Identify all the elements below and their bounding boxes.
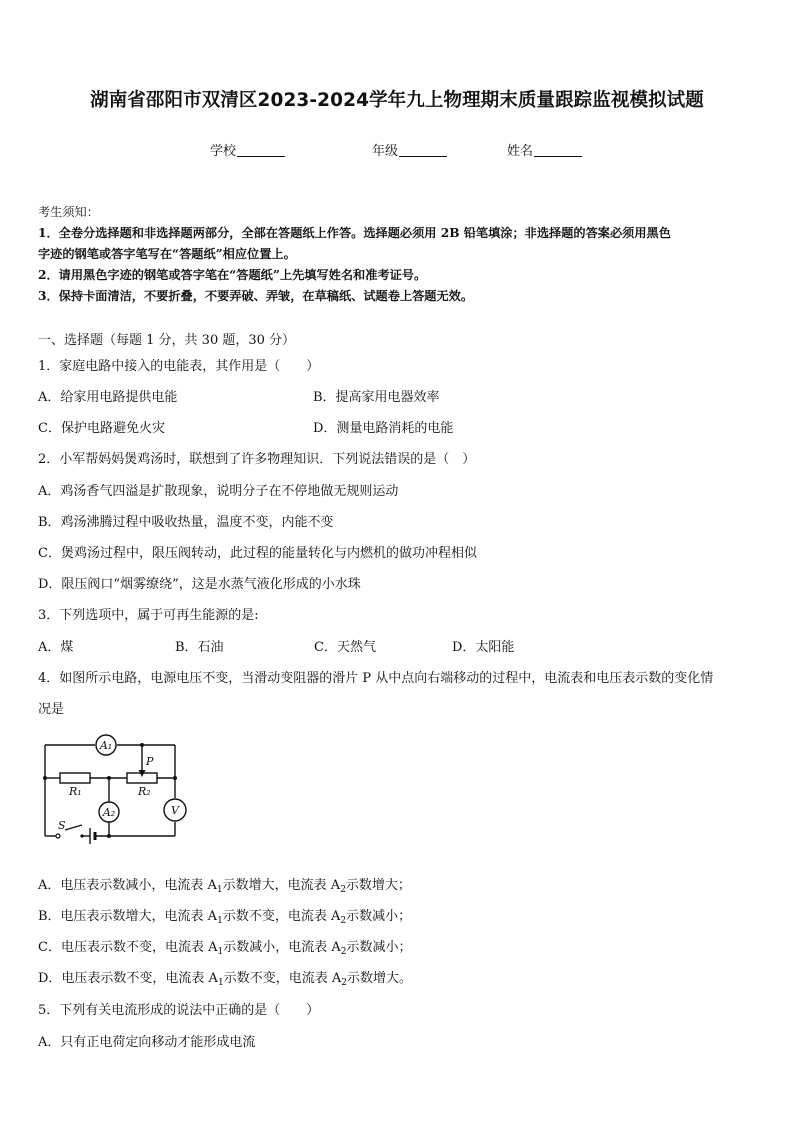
q4-option-b: B．电压表示数增大，电流表 $A_1$示数不变，电流表 $A_2$示数减小； [38, 909, 412, 926]
resistor-r1 [60, 773, 90, 783]
q3-option-c: C．天然气 [314, 640, 376, 655]
ammeter-a1-label: A₁ [99, 739, 113, 752]
name-blank [534, 144, 582, 157]
section-heading: 一、选择题（每题 1 分，共 30 题，30 分） [38, 333, 296, 348]
notice-heading: 考生须知： [38, 205, 99, 219]
q1-option-b: B．提高家用电器效率 [313, 390, 440, 405]
school-field [210, 140, 285, 159]
q1-option-a: A．给家用电路提供电能 [38, 390, 178, 405]
circuit-diagram [38, 733, 192, 845]
r1-label: R₁ [69, 785, 82, 798]
q1-option-c: C．保护电路避免火灾 [38, 421, 165, 436]
school-blank [237, 144, 285, 157]
switch-contact [80, 834, 83, 837]
question-4-stem-cont: 况是 [38, 702, 65, 717]
slider-p-label: P [146, 755, 154, 768]
junction-dot [43, 776, 47, 780]
q4-option-c: C．电压表示数不变，电流表 $A_1$示数减小，电流表 $A_2$示数减小； [38, 940, 412, 957]
notice-item: 1．全卷分选择题和非选择题两部分，全部在答题纸上作答。选择题必须用 2B 铅笔填涂；非选择题的答案必须用黑色 [38, 226, 671, 240]
grade-label: 年级 [372, 144, 399, 159]
question-2-stem: 2．小军帮妈妈煲鸡汤时，联想到了许多物理知识．下列说法错误的是（ ） [38, 452, 476, 467]
page-title: 湖南省邵阳市双清区2023-2024学年九上物理期末质量跟踪监视模拟试题 [90, 90, 704, 111]
q4-option-a: A．电压表示数减小，电流表 $A_1$示数增大，电流表 $A_2$示数增大； [38, 878, 411, 895]
q2-option-b: B．鸡汤沸腾过程中吸收热量，温度不变，内能不变 [38, 515, 334, 530]
voltmeter-label: V [171, 804, 179, 817]
q2-option-d: D．限压阀口“烟雾缭绕”，这是水蒸气液化形成的小水珠 [38, 577, 361, 592]
junction-dot [140, 743, 144, 747]
notice-item: 字迹的钢笔或答字笔写在“答题纸”相应位置上。 [38, 247, 296, 261]
junction-dot [173, 776, 177, 780]
grade-blank [399, 144, 447, 157]
r2-label: R₂ [138, 785, 151, 798]
question-3-stem: 3．下列选项中，属于可再生能源的是: [38, 608, 259, 623]
q3-option-d: D．太阳能 [452, 640, 515, 655]
school-label: 学校 [210, 144, 237, 159]
junction-dot [107, 776, 111, 780]
name-field [507, 140, 582, 159]
q3-option-a: A．煤 [38, 640, 74, 655]
q1-option-d: D．测量电路消耗的电能 [313, 421, 454, 436]
name-label: 姓名 [507, 144, 534, 159]
notice-item: 2．请用黑色字迹的钢笔或答字笔在“答题纸”上先填写姓名和准考证号。 [38, 268, 427, 282]
notice-item: 3．保持卡面清洁，不要折叠，不要弄破、弄皱，在草稿纸、试题卷上答题无效。 [38, 289, 474, 303]
q2-option-a: A．鸡汤香气四溢是扩散现象，说明分子在不停地做无规则运动 [38, 484, 399, 499]
question-1-stem: 1．家庭电路中接入的电能表，其作用是（ ） [38, 359, 320, 374]
q3-option-b: B．石油 [175, 640, 224, 655]
switch-contact [56, 834, 60, 838]
q4-option-d: D．电压表示数不变，电流表 $A_1$示数不变，电流表 $A_2$示数增大。 [38, 971, 412, 988]
grade-field [372, 140, 447, 159]
ammeter-a2-label: A₂ [102, 806, 116, 819]
switch-s-label: S [58, 819, 66, 832]
question-5-stem: 5．下列有关电流形成的说法中正确的是（ ） [38, 1003, 320, 1018]
q5-option-a: A．只有正电荷定向移动才能形成电流 [38, 1035, 256, 1050]
question-4-stem: 4．如图所示电路，电源电压不变，当滑动变阻器的滑片 P 从中点向右端移动的过程中，电流表和电压表示数的变化情 [38, 671, 714, 686]
q2-option-c: C．煲鸡汤过程中，限压阀转动，此过程的能量转化与内燃机的做功冲程相似 [38, 546, 477, 561]
junction-dot [107, 834, 111, 838]
